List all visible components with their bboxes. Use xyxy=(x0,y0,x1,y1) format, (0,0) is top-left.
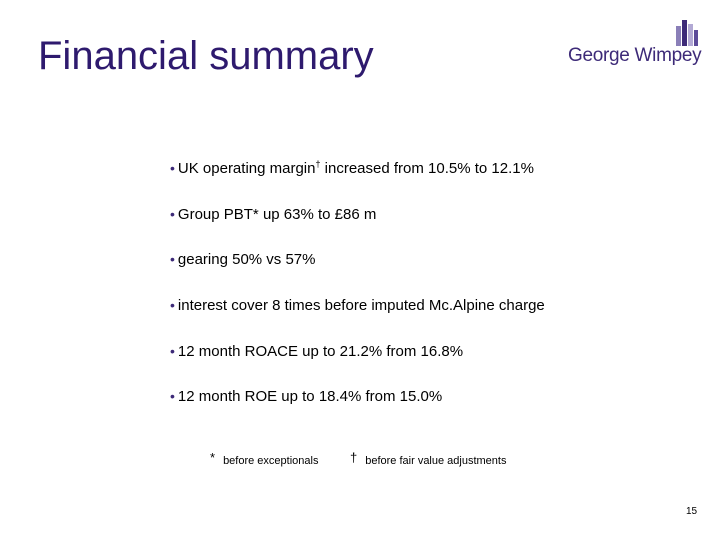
logo-text: George Wimpey xyxy=(568,45,702,66)
bullet-dot-icon: • xyxy=(170,388,175,404)
bullet-text: gearing 50% vs 57% xyxy=(177,251,316,268)
footnote-text: before exceptionals xyxy=(223,455,319,467)
footnote-text: before fair value adjustments xyxy=(365,455,507,467)
bullet-dot-icon: • xyxy=(170,343,175,359)
bullet-dot-icon: • xyxy=(170,297,175,313)
bullet-uk-margin xyxy=(170,160,534,177)
footnote-fair-value xyxy=(350,452,506,467)
george-wimpey-logo xyxy=(568,18,702,78)
slide-title: Financial summary xyxy=(38,34,374,78)
bullet-group-pbt xyxy=(170,206,376,223)
footnote-exceptionals xyxy=(210,452,318,467)
logo-mark-icon xyxy=(676,18,698,48)
page-number: 15 xyxy=(686,506,698,517)
footnote-mark: * xyxy=(210,450,216,465)
bullet-dot-icon: • xyxy=(170,160,175,176)
bullet-dot-icon: • xyxy=(170,251,175,267)
bullet-roace xyxy=(170,343,463,360)
bullet-gearing xyxy=(170,251,316,268)
bullet-text: 12 month ROACE up to 21.2% from 16.8% xyxy=(177,343,464,360)
footnotes xyxy=(210,452,610,472)
bullet-text: Group PBT* up 63% to £86 m xyxy=(177,206,377,223)
bullet-dot-icon: • xyxy=(170,206,175,222)
bullet-interest-cover xyxy=(170,297,545,314)
footnote-mark: † xyxy=(350,450,358,465)
bullet-text: 12 month ROE up to 18.4% from 15.0% xyxy=(177,388,443,405)
bullet-text: UK operating margin† increased from 10.5% to 12.1% xyxy=(177,159,534,177)
bullet-roe xyxy=(170,388,442,405)
bullet-text: interest cover 8 times before imputed Mc.Alpine charge xyxy=(177,297,545,314)
